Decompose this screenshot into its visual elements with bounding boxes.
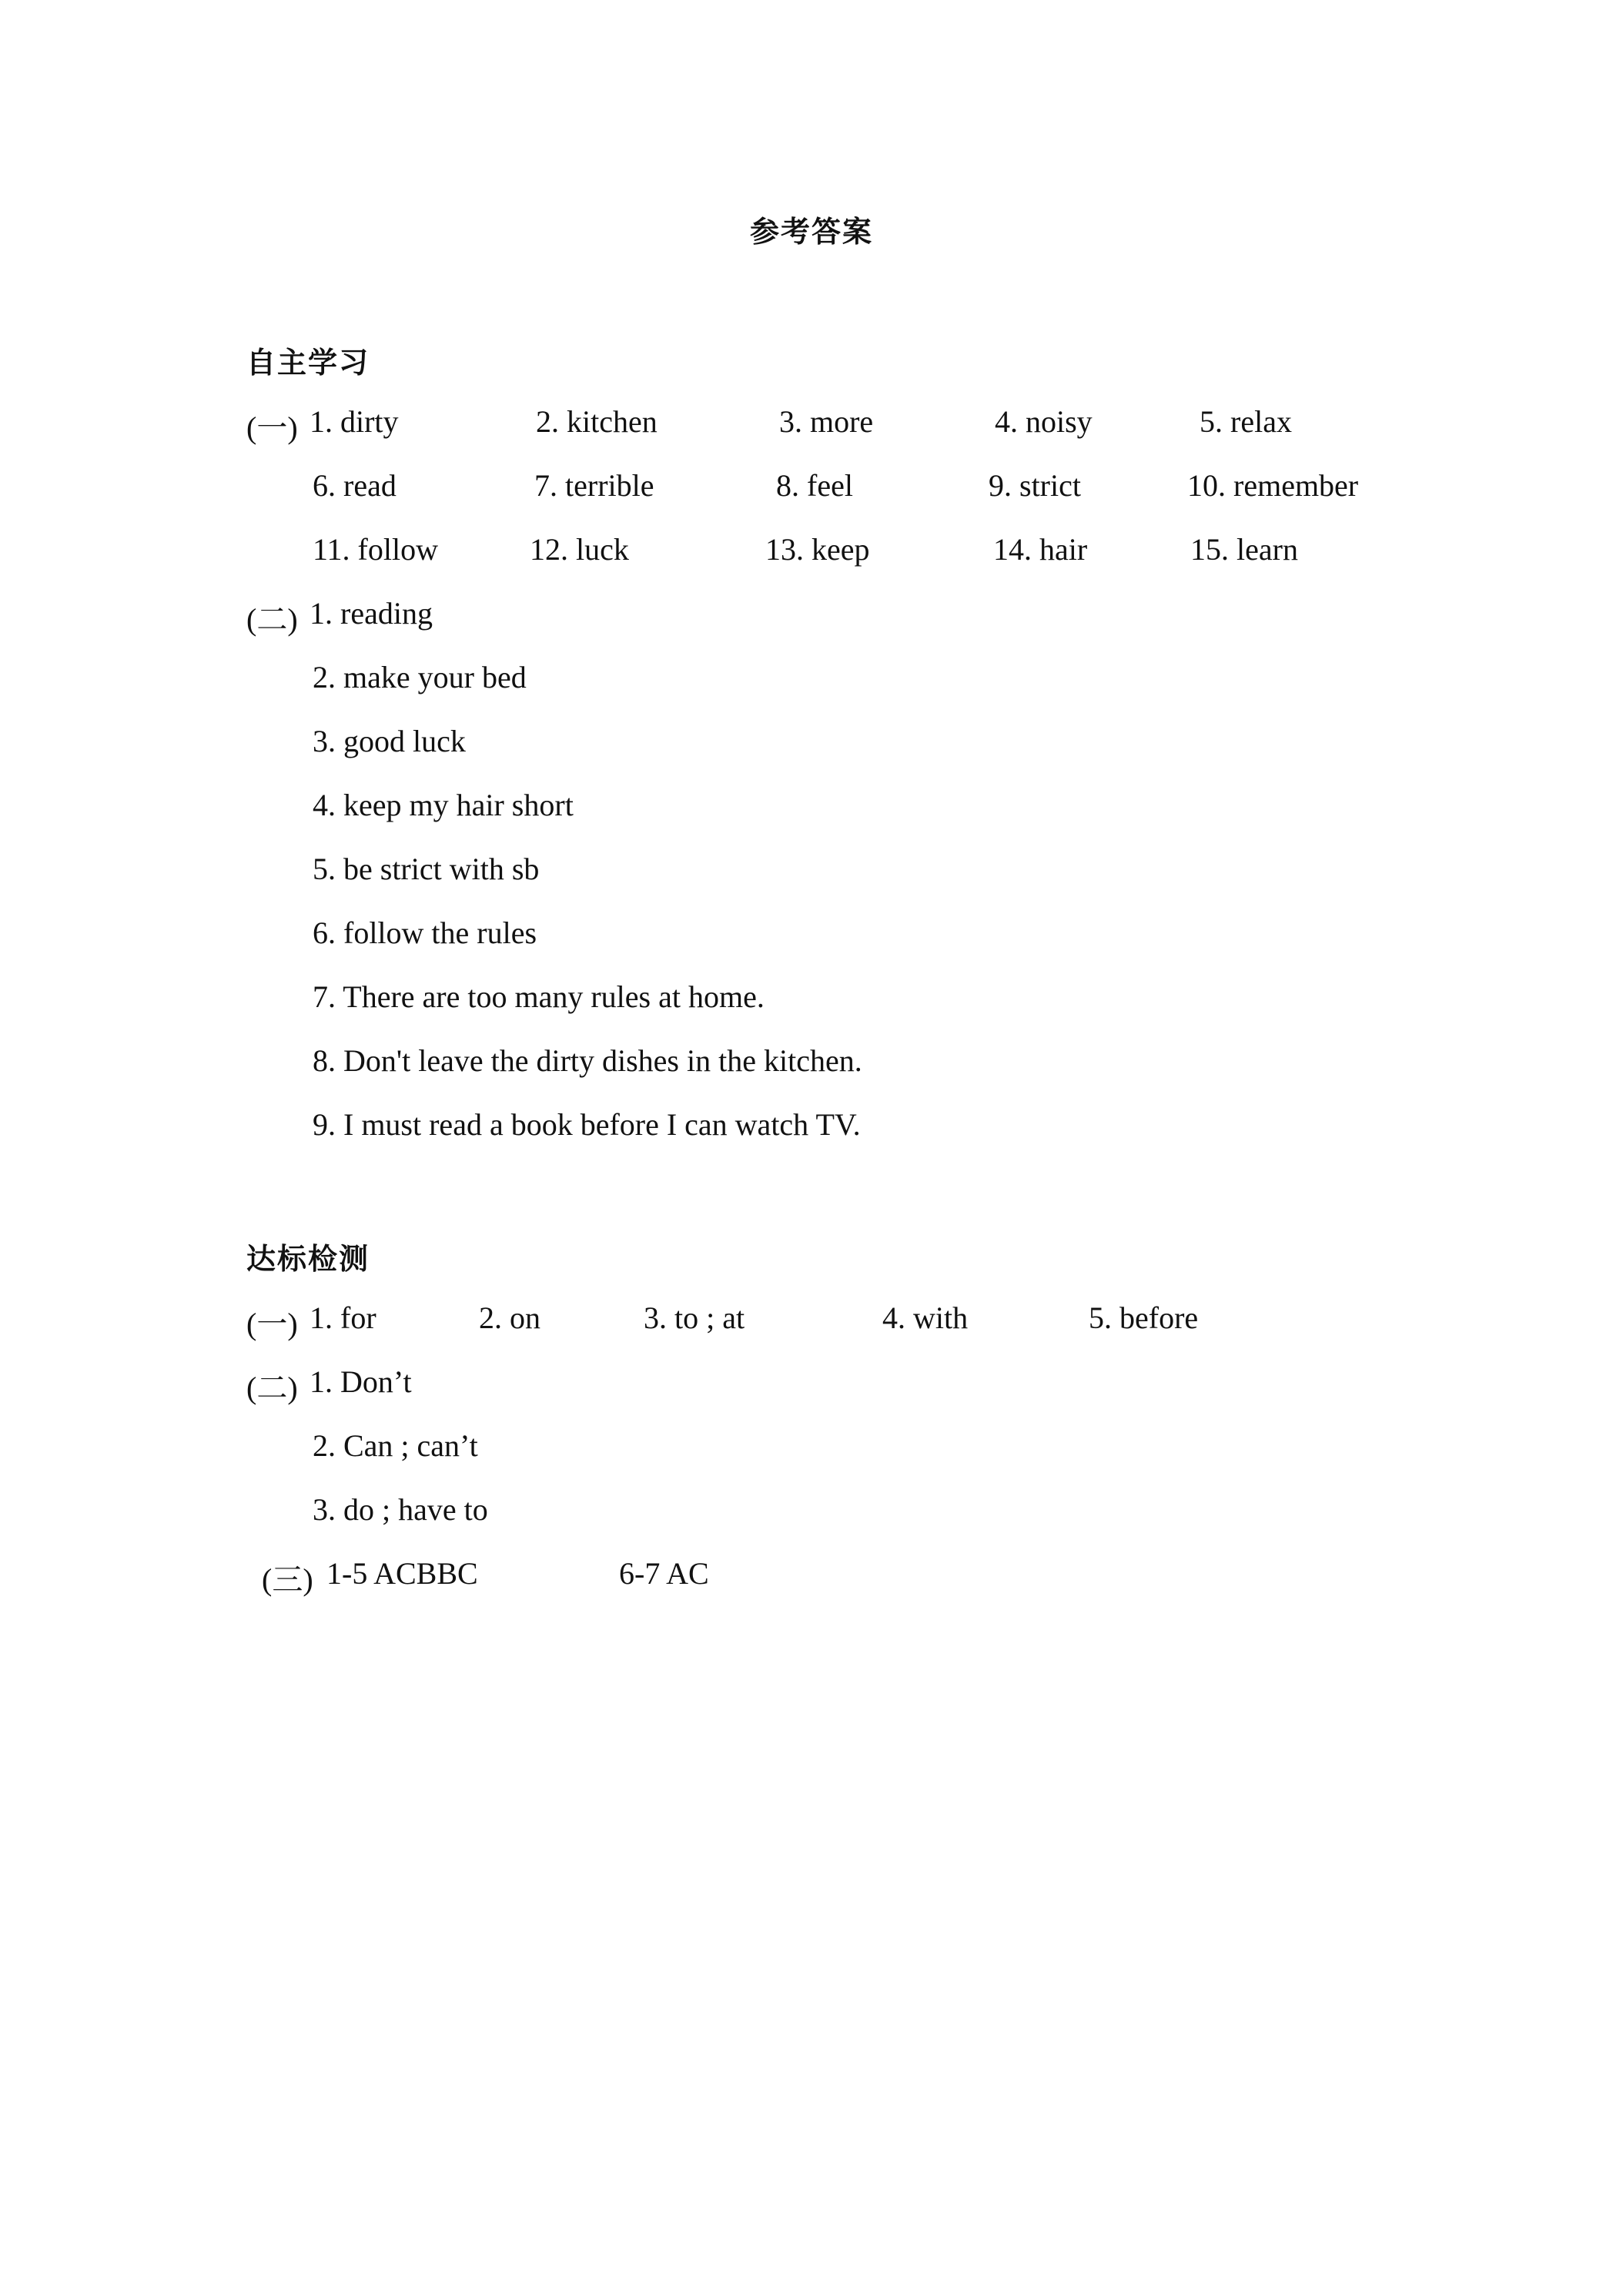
answer-item: 1. for <box>310 1300 376 1335</box>
answer-item: 1. dirty <box>310 404 399 439</box>
answer-item: 8. Don't leave the dirty dishes in the kitchen. <box>313 1043 862 1078</box>
section-heading-self-study: 自主学习 <box>246 346 370 380</box>
answer-item: 3. more <box>779 404 874 439</box>
answer-item: 11. follow <box>313 532 438 567</box>
answer-item: 15. learn <box>1190 532 1298 567</box>
answer-item: 12. luck <box>530 532 629 567</box>
answer-item: 2. kitchen <box>536 404 658 439</box>
page-title: 参考答案 <box>749 215 873 249</box>
answer-item: 2. on <box>479 1300 540 1335</box>
answer-item: 2. Can ; can’t <box>313 1428 478 1463</box>
answer-item: 5. be strict with sb <box>313 852 540 886</box>
answer-item: 3. to ; at <box>644 1300 745 1335</box>
answer-item: 1. Don’t <box>310 1364 412 1399</box>
section-heading-assessment: 达标检测 <box>246 1242 370 1276</box>
answer-item: 6. read <box>313 468 397 503</box>
answer-item: 1-5 ACBBC <box>326 1556 478 1591</box>
answer-item: 10. remember <box>1187 468 1359 503</box>
part-marker-1: (一) <box>246 1307 298 1341</box>
part-marker-2: (二) <box>246 602 298 637</box>
answer-item: 8. feel <box>776 468 853 503</box>
answer-item: 6-7 AC <box>619 1556 709 1591</box>
answer-item: 4. keep my hair short <box>313 788 574 822</box>
answer-item: 4. noisy <box>995 404 1093 439</box>
answer-item: 1. reading <box>310 596 433 631</box>
part-marker-1: (一) <box>246 410 298 445</box>
answer-item: 9. I must read a book before I can watch TV. <box>313 1107 861 1142</box>
answer-item: 4. with <box>882 1300 969 1335</box>
answer-item: 6. follow the rules <box>313 915 537 950</box>
answer-item: 7. terrible <box>534 468 654 503</box>
answer-item: 5. relax <box>1200 404 1292 439</box>
answer-item: 3. good luck <box>313 724 466 758</box>
answer-item: 14. hair <box>993 532 1088 567</box>
answer-item: 2. make your bed <box>313 660 527 694</box>
answer-item: 7. There are too many rules at home. <box>313 979 765 1014</box>
part-marker-2: (二) <box>246 1371 298 1405</box>
answer-item: 5. before <box>1089 1300 1199 1335</box>
answer-item: 3. do ; have to <box>313 1492 488 1527</box>
answer-item: 13. keep <box>765 532 870 567</box>
part-marker-3: (三) <box>262 1562 313 1597</box>
answer-item: 9. strict <box>989 468 1081 503</box>
